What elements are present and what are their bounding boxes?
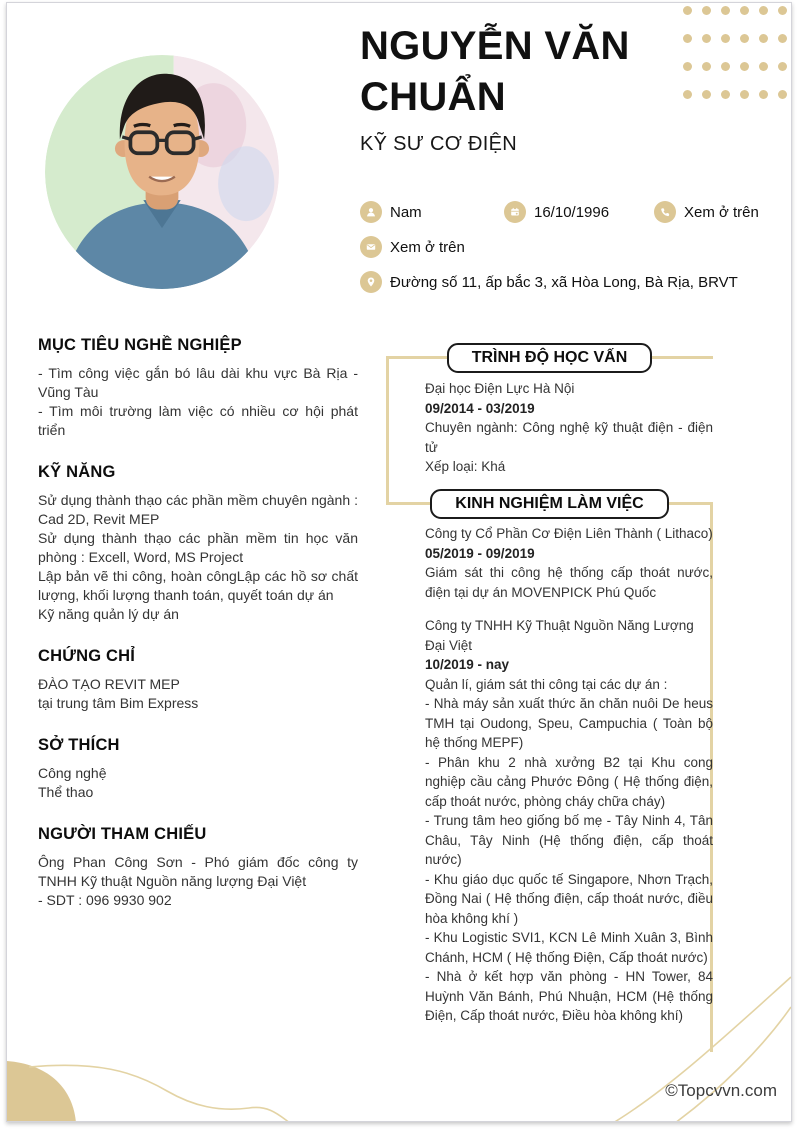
- dot-pattern-decoration: [683, 6, 787, 99]
- job-project-line: Quản lí, giám sát thi công tại các dự án :: [425, 676, 668, 692]
- references-heading: NGƯỜI THAM CHIẾU: [38, 825, 207, 843]
- wave-line-decoration: [29, 1065, 290, 1122]
- user-icon: [360, 201, 382, 223]
- contact-email: [360, 236, 465, 258]
- job-project-line: - Nhà ở kết hợp văn phòng - HN Tower, 84 Huỳnh Văn Bánh, Phú Nhuận, HCM (Hệ thống Điện, Cấp thoát nước, Điều hòa không khí): [425, 969, 713, 1023]
- list-item: - Tìm công việc gắn bó lâu dài khu vực Bà Rịa - Vũng Tàu: [38, 365, 358, 400]
- objective-heading: MỤC TIÊU NGHỀ NGHIỆP: [38, 336, 242, 354]
- list-item: Sử dụng thành thạo các phần mềm tin học văn phòng : Excell, Word, MS Project: [38, 530, 358, 565]
- section-hobbies: [38, 736, 358, 802]
- address-value: Đường số 11, ấp bắc 3, xã Hòa Long, Bà Rịa, BRVT: [390, 273, 738, 291]
- job-entry: [425, 616, 713, 1026]
- job-project-line: - Khu Logistic SVI1, KCN Lê Minh Xuân 3, Bình Chánh, HCM ( Hệ thống Điện, Cấp thoát nước): [425, 930, 713, 965]
- section-objective: [38, 336, 358, 440]
- list-item: Kỹ năng quản lý dự án: [38, 606, 179, 622]
- contact-birthday: [504, 201, 654, 223]
- email-value: Xem ở trên: [390, 238, 465, 256]
- section-skills: [38, 463, 358, 624]
- job-entry: [425, 524, 713, 602]
- watermark: ©Topcvvn.com: [665, 1081, 777, 1100]
- job-company: Công ty TNHH Kỹ Thuật Nguồn Năng Lượng Đại Việt: [425, 618, 694, 653]
- references-list: [38, 853, 358, 910]
- job-project-line: - Trung tâm heo giống bố mẹ - Tây Ninh 4, Tân Châu, Tây Ninh (Hệ thống điện, cấp thoát nước): [425, 813, 713, 867]
- job-title: KỸ SƯ CƠ ĐIỆN: [360, 133, 518, 155]
- hobbies-heading: SỞ THÍCH: [38, 736, 120, 754]
- education-major: Chuyên ngành: Công nghệ kỹ thuật điện - điện tử: [425, 420, 713, 455]
- cv-card: [6, 2, 792, 1122]
- contact-row: [360, 201, 780, 223]
- section-references: [38, 825, 358, 910]
- location-pin-icon: [360, 271, 382, 293]
- mail-icon: [360, 236, 382, 258]
- education-school: Đại học Điện Lực Hà Nội: [425, 381, 575, 396]
- contact-row: [360, 236, 780, 258]
- education-period: 09/2014 - 03/2019: [425, 400, 535, 416]
- education-heading: TRÌNH ĐỘ HỌC VẤN: [447, 343, 653, 373]
- contact-gender: [360, 201, 504, 223]
- list-item: - Tìm môi trường làm việc có nhiều cơ hội phát triển: [38, 403, 358, 438]
- section-experience-header: [386, 489, 713, 519]
- list-item: tại trung tâm Bim Express: [38, 695, 199, 711]
- job-company: Công ty Cổ Phần Cơ Điện Liên Thành ( Lithaco): [425, 526, 713, 541]
- list-item: Công nghệ: [38, 765, 107, 781]
- job-project-list: [425, 675, 713, 1026]
- list-item: - SDT : 096 9930 902: [38, 892, 172, 908]
- phone-value: Xem ở trên: [684, 203, 759, 221]
- objective-list: [38, 364, 358, 440]
- birthday-value: 16/10/1996: [534, 203, 610, 221]
- hobbies-list: [38, 764, 358, 802]
- job-period: 10/2019 - nay: [425, 657, 510, 672]
- certificates-heading: CHỨNG CHỈ: [38, 647, 136, 665]
- education-grade: Xếp loại: Khá: [425, 459, 506, 474]
- skills-heading: KỸ NĂNG: [38, 463, 116, 481]
- job-project-line: - Phân khu 2 nhà xưởng B2 tại Khu cong nghiệp cầu cảng Phước Đông ( Hệ thống điện, cấp thoát nước, phòng cháy chữa cháy): [425, 754, 713, 809]
- calendar-icon: [504, 201, 526, 223]
- skills-list: [38, 491, 358, 624]
- job-period: 05/2019 - 09/2019: [425, 545, 535, 561]
- accent-line-vertical-left: [386, 356, 389, 505]
- job-project-line: - Khu giáo dục quốc tế Singapore, Nhơn Trạch, Đồng Nai ( Hệ thống điện, cấp thoát nước, điều hòa không khí ): [425, 871, 713, 926]
- contact-phone: [654, 201, 759, 223]
- list-item: ĐÀO TẠO REVIT MEP: [38, 676, 180, 692]
- list-item: Ông Phan Công Sơn - Phó giám đốc công ty TNHH Kỹ thuật Nguồn năng lượng Đại Việt: [38, 854, 358, 889]
- corner-disc-decoration: [7, 1061, 76, 1122]
- list-item: Lập bản vẽ thi công, hoàn côngLập các hồ sơ chất lượng, khối lượng thanh toán, quyết toán dự án: [38, 568, 358, 603]
- education-details: [425, 379, 713, 477]
- list-item: Thể thao: [38, 784, 94, 800]
- gender-value: Nam: [390, 203, 422, 221]
- contact-row: [360, 271, 780, 293]
- contact-address: [360, 271, 738, 293]
- job-project-line: - Nhà máy sản xuất thức ăn chăn nuôi De heus TMH tại Oudong, Speu, Campuchia ( Toàn bộ hệ thống MEPF): [425, 696, 713, 750]
- phone-icon: [654, 201, 676, 223]
- list-item: Sử dụng thành thạo các phần mềm chuyên ngành : Cad 2D, Revit MEP: [38, 492, 358, 527]
- left-column: [38, 336, 358, 933]
- experience-details: [425, 524, 713, 1026]
- certificates-list: [38, 675, 358, 713]
- profile-photo: [45, 55, 279, 289]
- section-education-header: [386, 343, 713, 373]
- section-certificates: [38, 647, 358, 713]
- header-block: [360, 21, 682, 156]
- job-description: Giám sát thi công hệ thống cấp thoát nước, điện tại dự án MOVENPICK Phú Quốc: [425, 565, 713, 600]
- page-title: NGUYỄN VĂN CHUẨN: [360, 24, 630, 119]
- experience-heading: KINH NGHIỆM LÀM VIỆC: [430, 489, 668, 519]
- contact-info: [360, 201, 780, 293]
